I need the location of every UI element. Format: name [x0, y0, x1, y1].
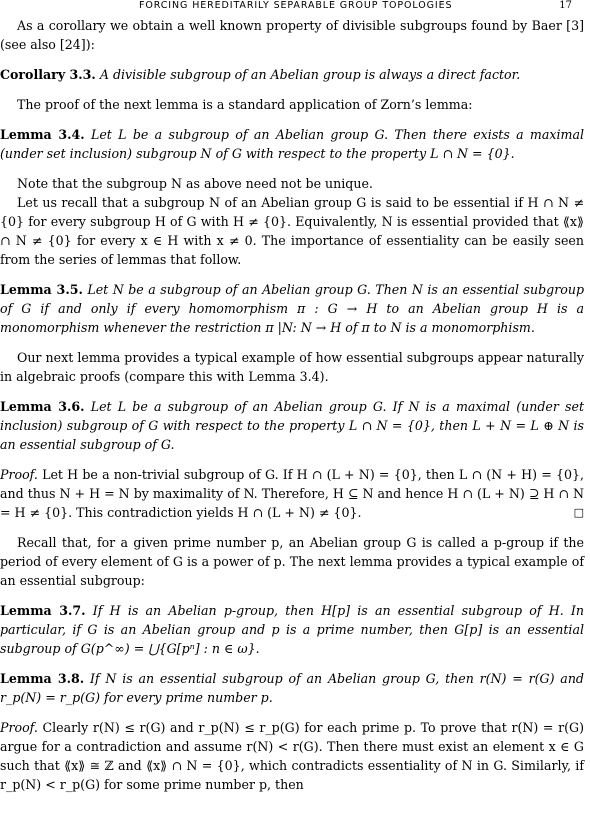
- lemma-3-6: [0, 397, 584, 454]
- theorem-statement: If N is an essential subgroup of an Abelian group G, then r(N) = r(G) and r_p(N) = r_p(G) for every prime number p.: [0, 671, 584, 705]
- proof-lemma-3-6: [0, 465, 584, 522]
- lemma-3-5: [0, 280, 584, 337]
- theorem-heading: Lemma 3.5.: [0, 282, 83, 297]
- theorem-heading: Lemma 3.7.: [0, 603, 86, 618]
- proof-heading: Proof.: [0, 467, 38, 482]
- page-number: 17: [559, 0, 572, 11]
- page-body: [0, 16, 584, 794]
- theorem-statement: Let L be a subgroup of an Abelian group G. If N is a maximal (under set inclusion) subgroup of G with respect to the property L ∩ N = {0}, then L + N = L ⊕ N is an essential subgroup of G.: [0, 399, 585, 452]
- theorem-statement: If H is an Abelian p-group, then H[p] is an essential subgroup of H. In particular, if G is an Abelian group and p is a prime number, then G[p] is an essential subgroup of G(p^∞) = ⋃{G[pⁿ] : n ∈ ω}.: [0, 603, 584, 656]
- paragraph: As a corollary we obtain a well known property of divisible subgroups found by Baer [3] (see also [24]):: [0, 18, 584, 52]
- theorem-statement: Let N be a subgroup of an Abelian group G. Then N is an essential subgroup of G if and only if every homomorphism π : G → H to an Abelian group H is a monomorphism whenever the restriction π |N: N → H of π to N is a monomorphism.: [0, 282, 585, 335]
- qed-symbol: □: [573, 506, 584, 519]
- proof-heading: Proof.: [0, 720, 38, 735]
- theorem-heading: Lemma 3.4.: [0, 127, 85, 142]
- corollary-3-3: [0, 65, 584, 84]
- paragraph: Let us recall that a subgroup N of an Abelian group G is said to be essential if H ∩ N ≠ {0} for every subgroup H of G with H ≠ {0}. Equivalently, N is essential provided that ⟪x⟫ ∩ N ≠ {0} for every x ∈ H with x ≠ 0. The importance of essentiality can be easily seen from the series of lemmas that follow.: [0, 195, 584, 267]
- lemma-3-7: [0, 601, 584, 658]
- paragraph: Our next lemma provides a typical example of how essential subgroups appear naturally in algebraic proofs (compare this with Lemma 3.4).: [0, 350, 584, 384]
- theorem-heading: Lemma 3.6.: [0, 399, 85, 414]
- paragraph: Recall that, for a given prime number p, an Abelian group G is called a p-group if the period of every element of G is a power of p. The next lemma provides a typical example of an essential subgroup:: [0, 535, 584, 588]
- proof-text: Clearly r(N) ≤ r(G) and r_p(N) ≤ r_p(G) for each prime p. To prove that r(N) = r(G) argue for a contradiction and assume r(N) < r(G). Then there must exist an element x ∈ G such that ⟪x⟫ ≅ ℤ and ⟪x⟫ ∩ N = {0}, which contradicts essentiality of N in G. Similarly, if r_p(N) < r_p(G) for some prime number p, then: [0, 720, 584, 792]
- proof-lemma-3-8: [0, 718, 584, 794]
- lemma-3-4: [0, 125, 584, 163]
- running-title: FORCING HEREDITARILY SEPARABLE GROUP TOPOLOGIES: [139, 0, 453, 11]
- paragraph: Note that the subgroup N as above need not be unique.: [17, 176, 373, 191]
- running-header: [0, 0, 590, 14]
- theorem-heading: Lemma 3.8.: [0, 671, 85, 686]
- lemma-3-8: [0, 669, 584, 707]
- paragraph: The proof of the next lemma is a standard application of Zorn’s lemma:: [17, 97, 473, 112]
- theorem-heading: Corollary 3.3.: [0, 67, 96, 82]
- proof-text: Let H be a non-trivial subgroup of G. If H ∩ (L + N) = {0}, then L ∩ (N + H) = {0}, and thus N + H = N by maximality of N. Therefore, H ⊆ N and hence H ∩ (L + N) ⊇ H ∩ N = H ≠ {0}. This contradiction yields H ∩ (L + N) ≠ {0}.: [0, 467, 584, 520]
- theorem-statement: Let L be a subgroup of an Abelian group G. Then there exists a maximal (under set inclusion) subgroup N of G with respect to the property L ∩ N = {0}.: [0, 127, 584, 161]
- theorem-statement: A divisible subgroup of an Abelian group is always a direct factor.: [99, 67, 521, 82]
